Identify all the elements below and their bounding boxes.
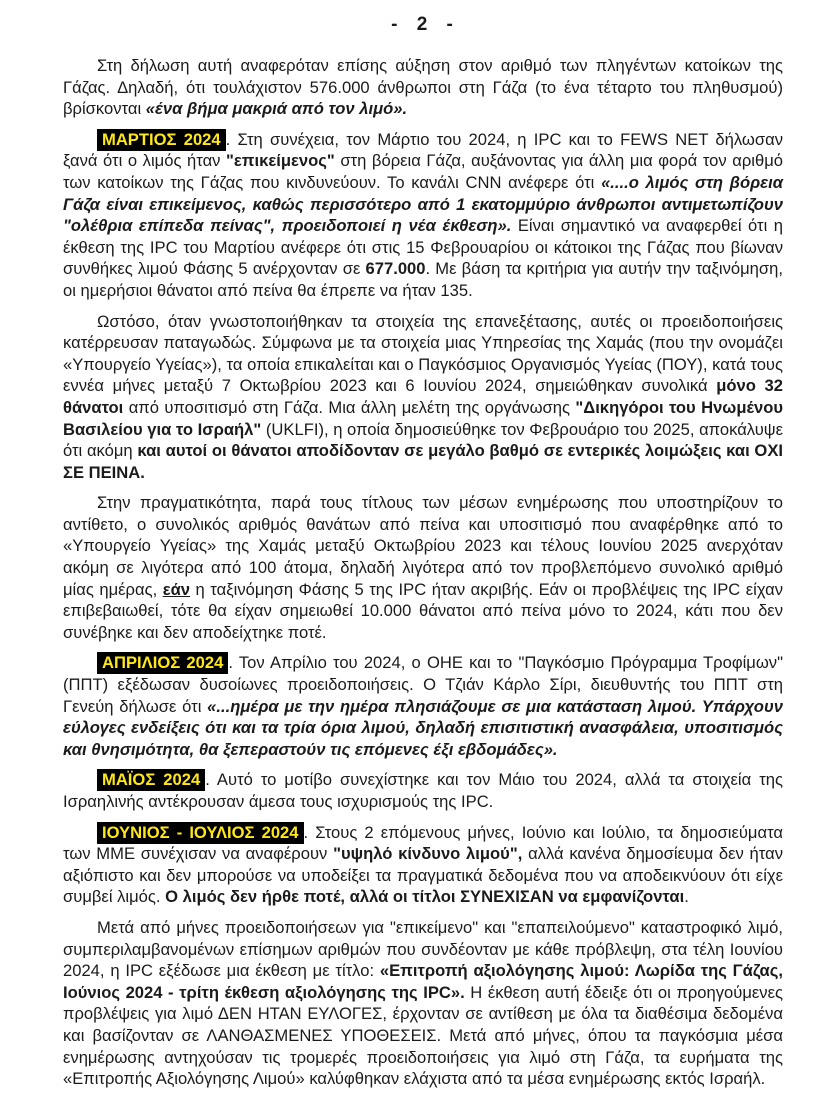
text-run: "Δικηγόροι του Ηνωμένου Βασιλείου για το Ισραήλ" [63, 397, 783, 439]
text-run: Είναι σημαντικό να αναφερθεί ότι η έκθεση της IPC του Μαρτίου ανέφερε ότι στις 15 Φεβρουαρίου οι κάτοικοι της Γάζας που βίωναν συνθήκες λιμού Φάσης 5 ανέρχονταν σε [63, 216, 783, 279]
text-run: "επικείμενος" [226, 151, 335, 171]
text-run: . [684, 887, 689, 907]
document-body [63, 55, 783, 1090]
paragraph [63, 311, 783, 484]
paragraph [63, 129, 783, 302]
text-run: . Με βάση τα κριτήρια για αυτήν την ταξινόμηση, οι ημερήσιοι θάνατοι από πείνα θα έπρεπε να ήταν 135. [63, 259, 783, 300]
text-run: «....ο λιμός στη βόρεια Γάζα είναι επικείμενος, καθώς περισσότερο από 1 εκατομμύριο άνθρωποι αντιμετωπίζουν "ολέθρια επίπεδα πείνας", προειδοποιεί η νέα έκθεση». [63, 172, 783, 236]
date-highlight-label: ΑΠΡΙΛΙΟΣ 2024 [97, 652, 228, 674]
text-run: μόνο 32 θάνατοι [63, 376, 783, 417]
text-run: "υψηλό κίνδυνο λιμού", [333, 844, 523, 864]
date-highlight-label: ΜΑΪΟΣ 2024 [97, 769, 205, 791]
text-run: Στην πραγματικότητα, παρά τους τίτλους των μέσων ενημέρωσης που υποστηρίζουν το αντίθετο, ο συνολικός αριθμός θανάτων από πείνα και υποσιτισμό που αναφέρθηκε από το «Υπουργείο Υγείας» της Χαμάς μεταξύ Οκτωβρίου 2023 και τέλους Ιουνίου 2025 ανερχόταν ακόμη σε λιγότερα από 100 άτομα, δηλαδή λιγότερα από τον προβλεπόμενο συνολικό αριθμό μίας ημέρας, [63, 493, 783, 599]
text-run: Μετά από μήνες προειδοποιήσεων για "επικείμενο" και "επαπειλούμενο" καταστροφικό λιμό, συμπεριλαμβανομένων επίσημων αριθμών που συνδέονταν με κάθε πρόβλεψη, στα τέλη Ιουνίου 2024, η IPC εξέδωσε μια έκθεση με τίτλο: [63, 917, 783, 981]
text-run: . Αυτό το μοτίβο συνεχίστηκε και τον Μάιο του 2024, αλλά τα στοιχεία της Ισραηλινής αντέκρουσαν άμεσα τους ισχυρισμούς της IPC. [63, 770, 783, 811]
text-run: Ωστόσο, όταν γνωστοποιήθηκαν τα στοιχεία της επανεξέτασης, αυτές οι προειδοποιήσεις κατέρρευσαν παταγωδώς. Σύμφωνα με τα στοιχεία μιας Υπηρεσίας της Χαμάς (που την ονομάζει «Υπουργείο Υγείας»), τα οποία επικαλείται και ο Παγκόσμιος Οργανισμός Υγείας (ΠΟΥ), κατά τους εννέα μήνες μεταξύ 7 Οκτωβρίου 2023 και 6 Ιουνίου 2024, σημειώθηκαν συνολικά [63, 311, 783, 396]
text-run: αλλά κανένα δημοσίευμα δεν ήταν αξιόπιστο και δεν μπορούσε να υποδείξει τα πραγματικά δεδομένα που να αποδεικνύουν ότι είχε συμβεί λιμός. [63, 844, 783, 907]
paragraph [63, 822, 783, 908]
paragraph [63, 769, 783, 812]
paragraph [63, 55, 783, 120]
text-run: από υποσιτισμό στη Γάζα. Μια άλλη μελέτη της οργάνωσης [123, 397, 576, 417]
date-highlight-label: ΙΟΥΝΙΟΣ - ΙΟΥΛΙΟΣ 2024 [97, 822, 304, 844]
text-run: εάν [162, 579, 191, 599]
text-run: η ταξινόμηση Φάσης 5 της IPC ήταν ακριβής. Εάν οι προβλέψεις της IPC είχαν επιβεβαιωθεί, τότε θα είχαν σημειωθεί 10.000 θάνατοι από πείνα μόνο το 2024, κάτι που δεν συνέβηκε και δεν αποδείχτηκε ποτέ. [63, 579, 784, 642]
text-run: 677.000 [365, 259, 426, 279]
text-run: «Επιτροπή αξιολόγησης λιμού: Λωρίδα της Γάζας, Ιούνιος 2024 - τρίτη έκθεση αξιολόγησης της IPC». [63, 961, 783, 1002]
text-run: Ο λιμός δεν ήρθε ποτέ, αλλά οι τίτλοι ΣΥΝΕΧΙΣΑΝ να εμφανίζονται [165, 887, 685, 907]
text-run: . Τον Απρίλιο του 2024, ο ΟΗΕ και το "Παγκόσμιο Πρόγραμμα Τροφίμων" (ΠΠΤ) εξέδωσαν δυσοίωνες προειδοποιήσεις. Ο Τζιάν Κάρλο Σίρι, διευθυντής του ΠΠΤ στη Γενεύη δήλωσε ότι [63, 653, 783, 716]
paragraph [63, 652, 783, 760]
text-run: . Στους 2 επόμενους μήνες, Ιούνιο και Ιούλιο, τα δημοσιεύματα των ΜΜΕ συνέχισαν να αναφέρουν [63, 822, 784, 864]
date-highlight-label: ΜΑΡΤΙΟΣ 2024 [97, 129, 226, 151]
text-run: «ένα βήμα μακριά από τον λιμό». [145, 99, 408, 119]
paragraph [63, 492, 783, 643]
text-run: στη βόρεια Γάζα, αυξάνοντας για άλλη μια φορά τον αριθμό των κατοίκων της Γάζας που κινδυνεύουν. Το κανάλι CNN ανέφερε ότι [63, 151, 783, 192]
text-run: Η έκθεση αυτή έδειξε ότι οι προηγούμενες προβλέψεις για λιμό ΔΕΝ ΗΤΑΝ ΕΥΛΟΓΕΣ, έρχονταν σε αντίθεση με όλα τα διαθέσιμα δεδομένα και βασίζονταν σε ΛΑΝΘΑΣΜΕΝΕΣ ΥΠΟΘΕΣΕΙΣ. Μετά από μήνες, όπου τα παγκόσμια μέσα ενημέρωσης αντηχούσαν τις τρομερές προειδοποιήσεις για λιμό στη Γάζα, τα ευρήματα της «Επιτροπής Αξιολόγησης Λιμού» καλύφθηκαν ελάχιστα από τα μέσα ενημέρωσης εκτός Ισραήλ. [63, 982, 783, 1089]
text-run: Στη δήλωση αυτή αναφερόταν επίσης αύξηση στον αριθμό των πληγέντων κατοίκων της Γάζας. Δηλαδή, ότι τουλάχιστον 576.000 άνθρωποι στη Γάζα (το ένα τέταρτο του πληθυσμού) βρίσκονται [63, 56, 783, 119]
text-run: και αυτοί οι θάνατοι αποδίδονταν σε μεγάλο βαθμό σε εντερικές λοιμώξεις και ΟΧΙ ΣΕ ΠΕΙΝΑ. [63, 441, 784, 482]
page-number: - 2 - [391, 14, 455, 35]
paragraph [63, 917, 783, 1090]
text-run: (UKLFI), η οποία δημοσιεύθηκε τον Φεβρουάριο του 2025, αποκάλυψε ότι ακόμη [63, 419, 784, 461]
text-run: . Στη συνέχεια, τον Μάρτιο του 2024, η IPC και το FEWS NET δήλωσαν ξανά ότι ο λιμός ήταν [63, 129, 783, 171]
text-run: «...ημέρα με την ημέρα πλησιάζουμε σε μια κατάσταση λιμού. Υπάρχουν εύλογες ενδείξεις ότι και τα τρία όρια λιμού, δηλαδή επισιτιστική ανασφάλεια, υποσιτισμός και θνησιμότητα, θα ξεπεραστούν τις επόμενες έξι εβδομάδες». [63, 696, 783, 759]
